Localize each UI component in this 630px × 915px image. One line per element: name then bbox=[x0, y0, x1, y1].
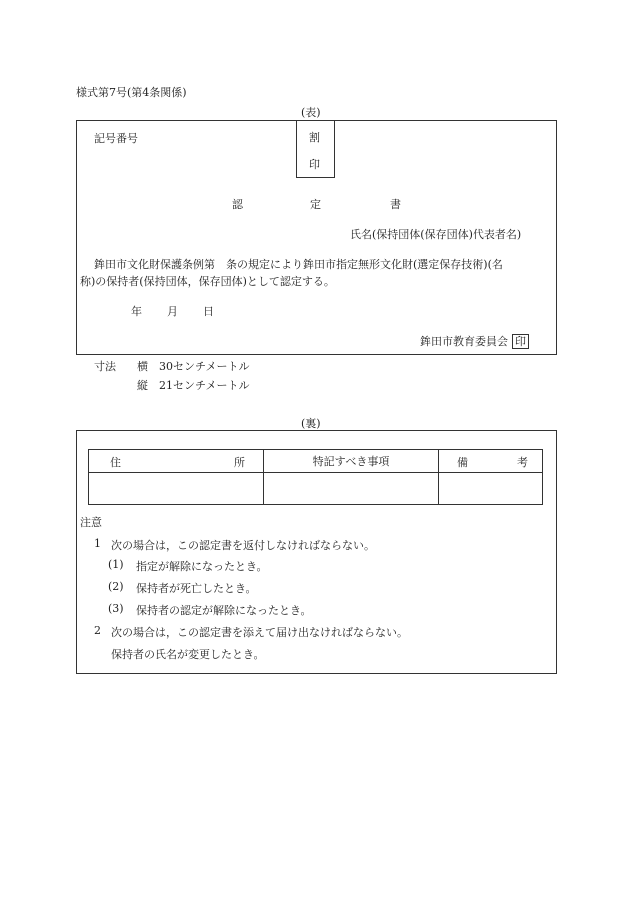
issuer-name: 鉾田市教育委員会 bbox=[420, 335, 508, 348]
dimensions-height-label: 縦 bbox=[137, 379, 148, 392]
form-number: 様式第7号(第4条関係) bbox=[76, 86, 187, 99]
date-month: 月 bbox=[167, 305, 178, 318]
header-address-char-1: 住 bbox=[110, 456, 121, 469]
note-1-text: 次の場合は，この認定書を返付しなければならない。 bbox=[111, 539, 375, 552]
note-1-2-num: (2) bbox=[108, 580, 124, 593]
back-label: (裏) bbox=[301, 417, 321, 430]
note-2-detail: 保持者の氏名が変更したとき。 bbox=[111, 648, 265, 661]
header-remarks-char-2: 考 bbox=[517, 456, 528, 469]
front-label: (表) bbox=[301, 106, 321, 119]
note-2-text: 次の場合は，この認定書を添えて届け出なければならない。 bbox=[111, 626, 408, 639]
header-special-notes-text: 特記すべき事項 bbox=[312, 455, 390, 468]
date-day: 日 bbox=[203, 305, 214, 318]
date-year: 年 bbox=[131, 305, 142, 318]
note-1-2-text: 保持者が死亡したとき。 bbox=[136, 582, 257, 595]
title-char-2: 定 bbox=[310, 198, 321, 211]
note-1-3-text: 保持者の認定が解除になったとき。 bbox=[136, 604, 312, 617]
remarks-cell bbox=[439, 473, 543, 505]
title-char-1: 認 bbox=[232, 198, 243, 211]
title-char-3: 書 bbox=[390, 198, 401, 211]
body-line-1: 鉾田市文化財保護条例第 条の規定により鉾田市指定無形文化財(選定保存技術)(名 bbox=[94, 258, 503, 271]
note-1-1-num: (1) bbox=[108, 558, 124, 571]
header-remarks bbox=[439, 450, 543, 473]
back-table bbox=[88, 449, 543, 505]
note-1-3-num: (3) bbox=[108, 602, 124, 615]
note-2-num: 2 bbox=[94, 624, 101, 637]
header-address bbox=[89, 450, 264, 473]
special-notes-cell bbox=[264, 473, 439, 505]
dimensions-label: 寸法 bbox=[94, 360, 116, 373]
holder-name-label: 氏名(保持団体(保存団体)代表者名) bbox=[350, 228, 522, 241]
dimensions-height-value: 21センチメートル bbox=[159, 379, 250, 392]
body-line-2: 称)の保持者(保持団体，保存団体)として認定する。 bbox=[80, 275, 335, 288]
notes-title: 注意 bbox=[80, 516, 102, 529]
record-number-label: 記号番号 bbox=[94, 132, 138, 145]
split-seal-char-1: 割 bbox=[309, 131, 320, 144]
address-cell bbox=[89, 473, 264, 505]
note-1-1-text: 指定が解除になったとき。 bbox=[136, 560, 268, 573]
issuer-seal-stamp: 印 bbox=[512, 334, 529, 349]
dimensions-width-value: 30センチメートル bbox=[159, 360, 250, 373]
note-1-num: 1 bbox=[94, 537, 101, 550]
header-special-notes bbox=[264, 450, 439, 473]
header-remarks-char-1: 備 bbox=[457, 456, 468, 469]
issuer bbox=[420, 333, 529, 349]
dimensions-width-label: 横 bbox=[137, 360, 148, 373]
header-address-char-2: 所 bbox=[234, 456, 245, 469]
split-seal-char-2: 印 bbox=[309, 158, 320, 171]
